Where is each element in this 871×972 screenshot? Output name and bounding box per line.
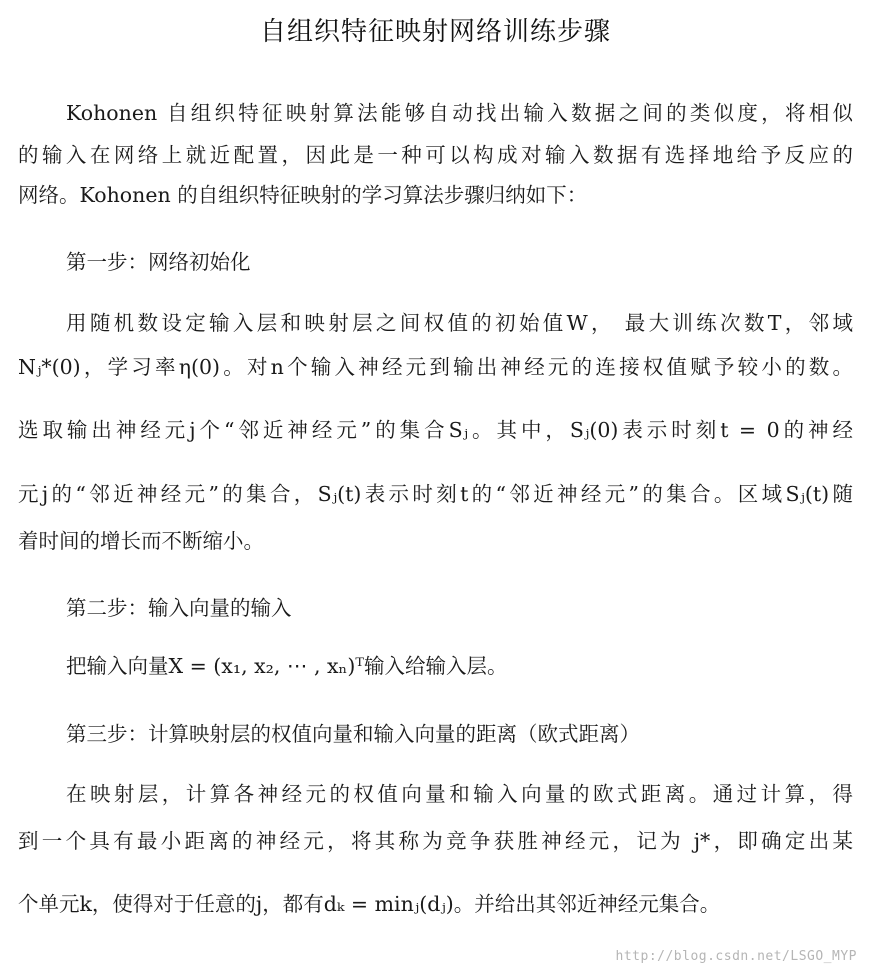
step2-line: 把输入向量X = (x₁, x₂, ⋯ , xₙ)ᵀ输入给输入层。 (66, 654, 508, 678)
step3-line: 个单元k，使得对于任意的j，都有dₖ = minⱼ(dⱼ)。并给出其邻近神经元集合。 (18, 892, 721, 916)
step3-line: 到一个具有最小距离的神经元，将其称为竞争获胜神经元，记为 j*，即确定出某 (18, 829, 853, 853)
step3-line: 在映射层，计算各神经元的权值向量和输入向量的欧式距离。通过计算，得 (66, 782, 853, 806)
step3-heading: 第三步：计算映射层的权值向量和输入向量的距离（欧式距离） (66, 722, 640, 746)
intro-line: 的输入在网络上就近配置，因此是一种可以构成对输入数据有选择地给予反应的 (18, 143, 853, 167)
step1-heading: 第一步：网络初始化 (66, 250, 251, 274)
step1-line: 元j的“邻近神经元”的集合，Sⱼ(t)表示时刻t的“邻近神经元”的集合。区域Sⱼ(t)随 (18, 482, 853, 506)
step1-line: 着时间的增长而不断缩小。 (18, 529, 264, 553)
intro-line: 网络。Kohonen 的自组织特征映射的学习算法步骤归纳如下： (18, 183, 588, 207)
intro-line: Kohonen 自组织特征映射算法能够自动找出输入数据之间的类似度，将相似 (66, 101, 853, 125)
document-title: 自组织特征映射网络训练步骤 (259, 17, 611, 47)
step1-line: 选取输出神经元j个“邻近神经元”的集合Sⱼ。其中，Sⱼ(0)表示时刻t = 0的神经 (18, 418, 853, 442)
step2-heading: 第二步：输入向量的输入 (66, 596, 292, 620)
step1-line: 用随机数设定输入层和映射层之间权值的初始值W， 最大训练次数T，邻域 (66, 311, 853, 335)
watermark-url: http://blog.csdn.net/LSGO_MYP (615, 949, 857, 964)
step1-line: Nⱼ*(0)，学习率η(0)。对n个输入神经元到输出神经元的连接权值赋予较小的数。 (18, 355, 853, 379)
